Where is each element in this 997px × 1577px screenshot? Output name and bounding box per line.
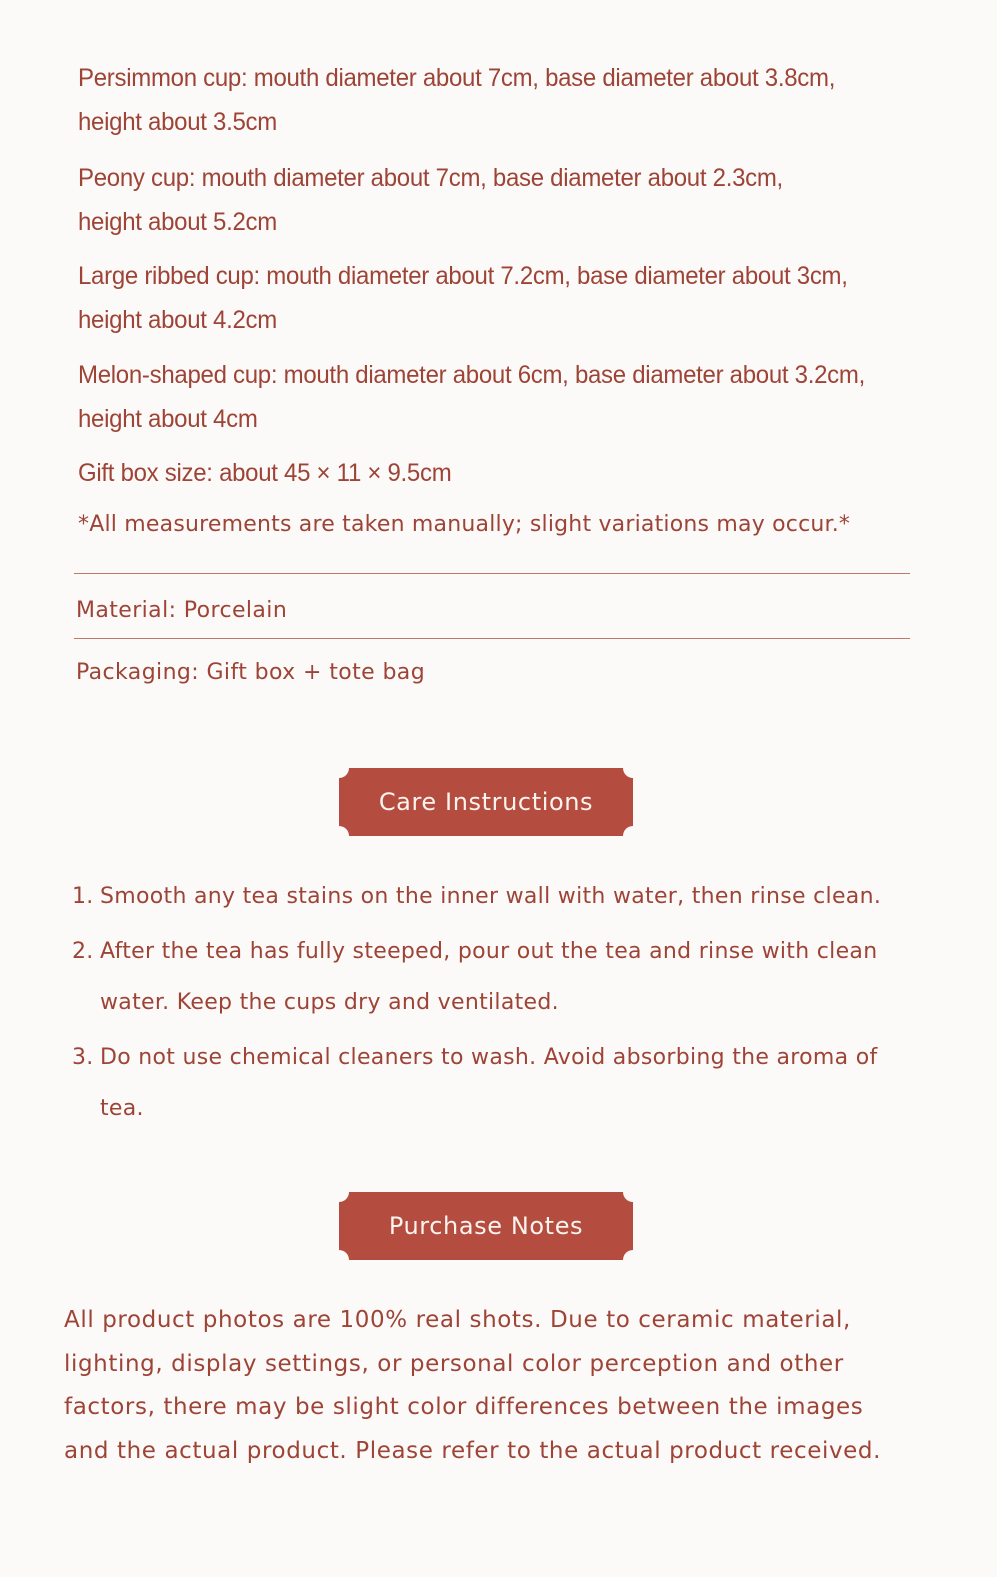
- care-item-2-line2: water. Keep the cups dry and ventilated.: [100, 990, 559, 1015]
- care-item-1: [72, 871, 922, 922]
- spec-persimmon: [78, 56, 894, 144]
- spec-peony-line1: Peony cup: mouth diameter about 7cm, base diameter about 2.3cm,: [78, 164, 783, 192]
- spec-ribbed-line2: height about 4.2cm: [78, 306, 277, 334]
- care-item-1-text: Smooth any tea stains on the inner wall with water, then rinse clean.: [100, 884, 882, 909]
- care-item-2: [72, 926, 922, 1028]
- purchase-line-3: factors, there may be slight color differences between the images: [64, 1394, 864, 1420]
- care-item-2-number: 2.: [72, 939, 94, 964]
- purchase-heading-label: Purchase Notes: [388, 1212, 584, 1240]
- care-item-3-line2: tea.: [100, 1096, 144, 1121]
- material-text: Material: Porcelain: [76, 598, 288, 623]
- spec-ribbed-line1: Large ribbed cup: mouth diameter about 7.2cm, base diameter about 3cm,: [78, 262, 848, 290]
- spec-melon-line2: height about 4cm: [78, 405, 258, 433]
- care-item-3-number: 3.: [72, 1045, 94, 1070]
- measurement-note: *All measurements are taken manually; slight variations may occur.*: [78, 512, 851, 537]
- purchase-notes-heading: [339, 1192, 633, 1260]
- spec-peony-line2: height about 5.2cm: [78, 208, 277, 236]
- purchase-notes-body: [64, 1299, 924, 1473]
- care-list: [72, 871, 922, 1138]
- care-heading-label: Care Instructions: [378, 788, 594, 816]
- spec-gift-box-text: Gift box size: about 45 × 11 × 9.5cm: [78, 459, 452, 487]
- purchase-line-4: and the actual product. Please refer to the actual product received.: [64, 1437, 882, 1464]
- divider-middle: [74, 638, 910, 639]
- care-item-1-number: 1.: [72, 884, 94, 909]
- care-instructions-heading: [339, 768, 633, 836]
- spec-persimmon-line2: height about 3.5cm: [78, 108, 277, 136]
- spec-ribbed: [78, 254, 894, 342]
- packaging-text: Packaging: Gift box + tote bag: [76, 660, 426, 685]
- spec-persimmon-line1: Persimmon cup: mouth diameter about 7cm, base diameter about 3.8cm,: [78, 64, 836, 92]
- spec-melon-line1: Melon-shaped cup: mouth diameter about 6cm, base diameter about 3.2cm,: [78, 361, 865, 389]
- spec-gift-box: [78, 451, 894, 495]
- care-item-3: [72, 1032, 922, 1134]
- spec-peony: [78, 156, 894, 244]
- purchase-line-1: All product photos are 100% real shots. Due to ceramic material,: [64, 1307, 851, 1333]
- spec-melon: [78, 353, 894, 441]
- care-item-2-line1: After the tea has fully steeped, pour out the tea and rinse with clean: [100, 939, 878, 964]
- purchase-line-2: lighting, display settings, or personal color perception and other: [64, 1350, 844, 1377]
- care-item-3-line1: Do not use chemical cleaners to wash. Avoid absorbing the aroma of: [100, 1045, 878, 1070]
- divider-top: [74, 573, 910, 574]
